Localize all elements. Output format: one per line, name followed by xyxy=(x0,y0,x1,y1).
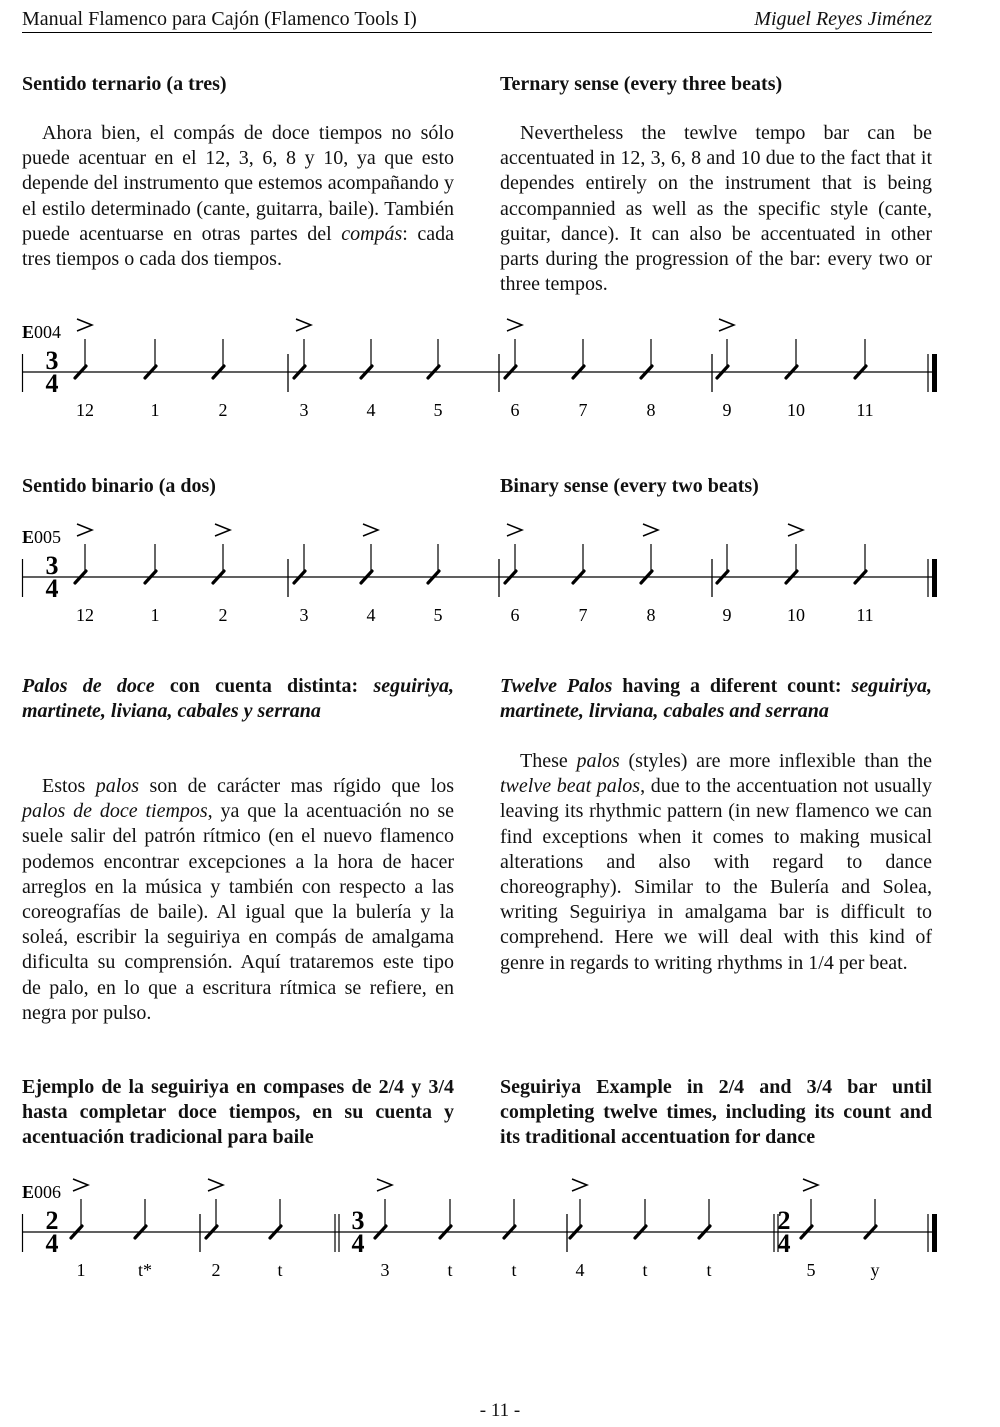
heading-run: con cuenta distinta: xyxy=(154,675,374,697)
section-binary-en xyxy=(500,474,932,499)
heading-binary-en: Binary sense (every two beats) xyxy=(500,475,759,497)
beat-count: t* xyxy=(137,1260,153,1280)
heading-palos-es xyxy=(22,674,454,724)
beat-count: 12 xyxy=(76,400,94,420)
beat-count: t xyxy=(642,1260,648,1280)
heading-run-italic: Palos de doce xyxy=(22,675,155,697)
beat-count: 5 xyxy=(806,1260,816,1280)
beat-count: 10 xyxy=(787,605,805,625)
heading-ternary-es: Sentido ternario (a tres) xyxy=(22,73,227,95)
final-bar-thick xyxy=(932,354,937,392)
beat-count: 3 xyxy=(380,1260,390,1280)
text-run: , ya que la acentuación no se suele salir del patrón rítmico (en el nuevo flamenco podemos encontrar excepciones a la hora de hacer arreglos en la música y también con respecto a las coreografías de baile). Al igual que la bulería y la soleá, escribir la seguiriya en compás de amalgama dificulta su comprensión. Aquí trataremos este tipo de palo, en lo que a escritura rítmica se refiere, en negra por pulso. xyxy=(22,800,454,1024)
header-title: Manual Flamenco para Cajón (Flamenco Tools I) xyxy=(22,8,417,30)
header-author: Miguel Reyes Jiménez xyxy=(754,8,932,30)
time-signature-top: 2 xyxy=(777,1206,791,1235)
final-bar-thick xyxy=(932,1214,937,1252)
rhythm-staff-e005 xyxy=(22,515,942,625)
beat-count: 11 xyxy=(856,605,874,625)
accent-mark xyxy=(507,524,522,536)
accent-mark xyxy=(507,319,522,331)
beat-count: 1 xyxy=(150,605,160,625)
text-run: , due to the accentuation not usually leaving its rhythmic pattern (in new flamenco we can find exceptions when it comes to making musical alterations and also with regard to dance choreography). Similar to the Bulería and Solea, writing Seguiriya in amalgama bar is difficult to comprehend. Here we will deal with this kind of genre in regards to writing rhythms in 1/4 per beat. xyxy=(500,775,932,974)
beat-count: 5 xyxy=(433,605,443,625)
beat-count: 9 xyxy=(722,400,732,420)
beat-count: 1 xyxy=(76,1260,86,1280)
heading-run-italic: seguiriya, martinete, lirviana, cabales and serrana xyxy=(500,675,933,722)
beat-count: y xyxy=(870,1260,880,1280)
accent-mark xyxy=(208,1179,223,1191)
beat-count: 2 xyxy=(211,1260,221,1280)
section-ternary-es xyxy=(22,72,454,272)
accent-mark xyxy=(572,1179,587,1191)
section-palos-en xyxy=(500,674,932,976)
heading-ternary-en: Ternary sense (every three beats) xyxy=(500,73,783,95)
accent-mark xyxy=(788,524,803,536)
paragraph-palos-en xyxy=(500,749,932,976)
time-signature-top: 3 xyxy=(351,1206,365,1235)
beat-count: 4 xyxy=(575,1260,585,1280)
accent-mark xyxy=(719,319,734,331)
beat-count: 5 xyxy=(433,400,443,420)
accent-mark xyxy=(643,524,658,536)
heading-run: having a diferent count: xyxy=(612,675,852,697)
paragraph-ternary-en: Nevertheless the tewlve tempo bar can be accentuated in 12, 3, 6, 8 and 10 due to the fact that it dependes entirely on the instrument that is being accompannied as well as the specific style (cante, guitar, dance). It can also be accentuated in other parts during the progression of the bar: every two or three tempos. xyxy=(500,122,932,296)
section-palos-es xyxy=(22,674,454,1026)
beat-count: 2 xyxy=(218,605,228,625)
beat-count: 7 xyxy=(578,400,588,420)
text-run-italic: palos xyxy=(95,775,140,797)
beat-count: t xyxy=(511,1260,517,1280)
beat-count: 11 xyxy=(856,400,874,420)
heading-run-italic: seguiriya, martinete, liviana, cabales y serrana xyxy=(22,675,454,722)
text-run-italic: twelve beat palos xyxy=(500,775,641,798)
beat-count: 6 xyxy=(510,400,520,420)
beat-count: 3 xyxy=(299,605,309,625)
text-run: (styles) are more inflexible than the xyxy=(619,750,932,772)
heading-palos-en xyxy=(500,674,932,724)
time-signature-bottom: 4 xyxy=(45,574,59,603)
page-header xyxy=(22,8,932,33)
heading-seguiriya-en: Seguiriya Example in 2/4 and 3/4 bar until completing twelve times, including its count and its traditional accentuation for dance xyxy=(500,1076,932,1148)
time-signature-top: 3 xyxy=(45,551,59,580)
example-label: E005 xyxy=(22,527,62,547)
time-signature-top: 2 xyxy=(45,1206,59,1235)
accent-mark xyxy=(77,319,92,331)
section-seguiriya-es xyxy=(22,1075,454,1150)
page-number: - 11 - xyxy=(479,1400,521,1421)
time-signature-top: 3 xyxy=(45,346,59,375)
beat-count: 12 xyxy=(76,605,94,625)
text-run-italic: palos xyxy=(576,750,620,772)
beat-count: 10 xyxy=(787,400,805,420)
accent-mark xyxy=(296,319,311,331)
time-signature-bottom: 4 xyxy=(45,1229,59,1258)
beat-count: 7 xyxy=(578,605,588,625)
beat-count: 1 xyxy=(150,400,160,420)
text-run: Ahora bien, el compás de doce tiempos no sólo puede acentuar en el 12, 3, 6, 8 y 10, ya que esto depende del instrumento que estemos acompañando y el estilo determinado (cante, guitarra, baile). También puede acentuarse en otras partes del xyxy=(22,122,454,245)
section-binary-es xyxy=(22,474,454,499)
rhythm-staff-e006 xyxy=(22,1170,942,1280)
beat-count: 6 xyxy=(510,605,520,625)
heading-binary-es: Sentido binario (a dos) xyxy=(22,475,216,497)
paragraph-ternary-es xyxy=(22,121,454,272)
beat-count: 8 xyxy=(646,400,656,420)
text-run: These xyxy=(520,750,577,772)
text-run: son de carácter mas rígido que los xyxy=(139,775,454,797)
example-label: E006 xyxy=(22,1182,62,1202)
paragraph-palos-es xyxy=(22,774,454,1026)
example-label: E004 xyxy=(22,322,62,342)
heading-run-italic: Twelve Palos xyxy=(500,675,613,697)
accent-mark xyxy=(215,524,230,536)
beat-count: t xyxy=(706,1260,712,1280)
section-seguiriya-en xyxy=(500,1075,932,1150)
beat-count: 3 xyxy=(299,400,309,420)
beat-count: 4 xyxy=(366,605,376,625)
text-run-italic: palos de doce tiempos xyxy=(22,800,208,823)
beat-count: 9 xyxy=(722,605,732,625)
time-signature-bottom: 4 xyxy=(45,369,59,398)
beat-count: t xyxy=(277,1260,283,1280)
accent-mark xyxy=(377,1179,392,1191)
time-signature-bottom: 4 xyxy=(777,1229,791,1258)
text-run: : cada tres tiempos o cada dos tiempos. xyxy=(22,222,454,271)
accent-mark xyxy=(363,524,378,536)
accent-mark xyxy=(803,1179,818,1191)
beat-count: 4 xyxy=(366,400,376,420)
beat-count: 8 xyxy=(646,605,656,625)
beat-count: 2 xyxy=(218,400,228,420)
text-run-italic: compás xyxy=(341,222,403,245)
time-signature-bottom: 4 xyxy=(351,1229,365,1258)
beat-count: t xyxy=(447,1260,453,1280)
accent-mark xyxy=(77,524,92,536)
section-ternary-en xyxy=(500,72,932,297)
text-run: Estos xyxy=(42,775,96,797)
final-bar-thick xyxy=(932,559,937,597)
accent-mark xyxy=(73,1179,88,1191)
heading-seguiriya-es: Ejemplo de la seguiriya en compases de 2/4 y 3/4 hasta completar doce tiempos, en su cuenta y acentuación tradicional para baile xyxy=(22,1076,454,1148)
rhythm-staff-e004 xyxy=(22,310,942,420)
